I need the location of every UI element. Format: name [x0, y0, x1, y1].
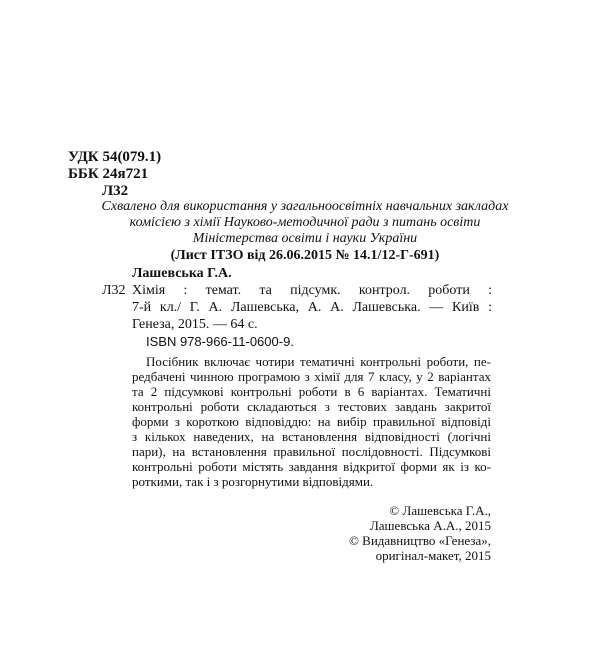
copyright-line-3: © Видавництво «Генеза»,: [349, 533, 491, 548]
copyright-line-4: оригінал-макет, 2015: [375, 548, 491, 563]
udk-code: УДК 54(079.1): [68, 149, 162, 165]
author-code: Л32: [102, 183, 129, 199]
approval-letter: (Лист ІТЗО від 26.06.2015 № 14.1/12-Г-691): [170, 248, 440, 263]
bbk-code: ББК 24я721: [68, 166, 149, 182]
catalog-line-1: Хімія : темат. та підсумк. контрол. роботи :: [132, 283, 492, 298]
abstract-line-6: з кількох наведених, на встановлення відповідності (логічні: [132, 429, 491, 444]
abstract-line-2: редбачені чинною програмою з хімії для 7 класу, у 2 варіантах: [132, 369, 491, 384]
abstract-line-1: Посібник включає чотири тематичні контрольні роботи, пе-: [146, 354, 491, 369]
abstract-line-5: форми з короткою відповіддю: на вибір правильної відповіді: [132, 414, 491, 429]
catalog-author: Лашевська Г.А.: [132, 266, 232, 281]
approval-line-3: Міністерства освіти і науки України: [192, 231, 418, 246]
abstract-line-3: та 2 підсумкові контрольні роботи в 6 варіантах. Тематичні: [132, 384, 491, 399]
approval-line-2: комісією з хімії Науково-методичної ради з питань освіти: [129, 215, 481, 230]
catalog-line-3: Генеза, 2015. — 64 с.: [132, 317, 258, 332]
approval-line-1: Схвалено для використання у загальноосвітніх навчальних закладах: [101, 199, 509, 214]
catalog-line-2: 7-й кл./ Г. А. Лашевська, А. А. Лашевська. — Київ :: [132, 300, 492, 315]
catalog-code: Л32: [102, 283, 126, 298]
abstract-last-line: роткими, так і з розгорнутими відповідями.: [132, 474, 374, 489]
abstract-line-4: контрольні роботи складаються з тестових завдань закритої: [132, 399, 491, 414]
abstract-line-7: пари), на встановлення правильної послідовності. Підсумкові: [132, 444, 491, 459]
abstract-line-8: контрольні роботи містять завдання відкритої форми як із ко-: [132, 459, 491, 474]
copyright-line-1: © Лашевська Г.А.,: [389, 503, 491, 518]
isbn: ISBN 978-966-11-0600-9.: [146, 334, 294, 349]
copyright-line-2: Лашевська А.А., 2015: [369, 518, 491, 533]
